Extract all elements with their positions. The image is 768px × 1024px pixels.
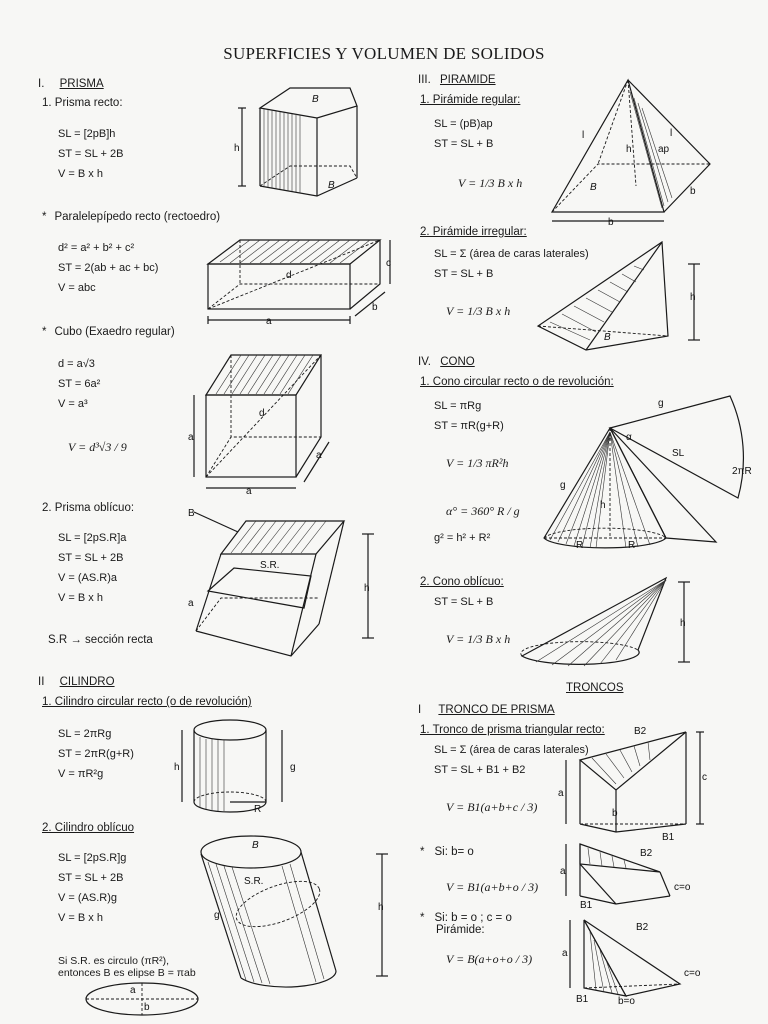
tronco-item-label: 1. Tronco de prisma triangular recto: [420, 724, 605, 736]
label-R: R [576, 540, 584, 551]
prisma-recto-label: 1. Prisma recto: [42, 97, 123, 109]
section-number: IV. [418, 356, 432, 368]
cube-top [206, 355, 321, 395]
label-b: b [144, 1002, 150, 1013]
label-b: b [612, 808, 618, 819]
label-d: d [286, 270, 292, 281]
label-g: g [560, 480, 566, 491]
prisma-oblicuo-label: 2. Prisma oblícuo: [42, 502, 135, 514]
paralelepipedo-diagram [200, 232, 400, 327]
cilindro-note [58, 955, 196, 979]
formula: ST = πR(g+R) [434, 420, 504, 432]
section-title: PIRAMIDE [439, 74, 496, 86]
section-number: III. [418, 74, 431, 86]
label-a: a [266, 316, 272, 327]
formula: d² = a² + b² + c² [58, 242, 135, 254]
label-d: d [259, 408, 265, 419]
section-number: I [418, 704, 422, 716]
label-l: l [582, 130, 585, 141]
formula: SL = [2pB]h [58, 128, 116, 140]
label-R: R [628, 540, 636, 551]
label-alpha: α [626, 432, 632, 443]
label-g: g [214, 910, 220, 921]
cono-recto-label: 1. Cono circular recto o de revolución: [420, 376, 614, 388]
cono-g-formula: g² = h² + R² [434, 532, 491, 544]
label-a: a [562, 948, 568, 959]
prisma-oblicuo-diagram [186, 506, 382, 664]
case1-label-text: Si: b= o [434, 846, 474, 858]
label-c0: c=o [674, 882, 691, 893]
formula: V = B x h [58, 168, 103, 180]
cono-oblicuo-formulas [434, 592, 493, 612]
case2-label: * Si: b = o ; c = o Pirámide: [420, 912, 512, 936]
page-title: SUPERFICIES Y VOLUMEN DE SOLIDOS [223, 44, 545, 63]
label-c: c [702, 772, 707, 783]
prism-top-face [260, 88, 357, 118]
section-title: PRISMA [59, 78, 104, 90]
label-B: B [604, 332, 611, 343]
prisma-oblicuo-formulas [58, 528, 126, 608]
formula: ST = SL + 2B [58, 148, 124, 160]
label-SL: SL [672, 448, 685, 459]
label-B1: B1 [662, 832, 675, 843]
piramide-regular-diagram [546, 78, 714, 226]
cubo-formulas [58, 354, 100, 414]
cubo-volume-formula: V = d³√3 / 9 [68, 440, 127, 454]
formula: ST = 2πR(g+R) [58, 748, 134, 760]
formula: SL = 2πRg [58, 728, 112, 740]
formula: SL = πRg [434, 400, 482, 412]
cilindro-oblicuo-label: 2. Cilindro oblícuo [42, 822, 135, 834]
formula: SL = Σ (área de caras laterales) [434, 744, 589, 756]
piramide-regular-volume: V = 1/3 B x h [458, 176, 523, 190]
label-h: h [378, 902, 384, 913]
label-SR: S.R. [260, 560, 280, 571]
piramide-irregular-label: 2. Pirámide irregular: [420, 226, 527, 238]
section-cono-heading [418, 356, 475, 368]
label-c: c [386, 258, 391, 269]
paralelepipedo-label: * Paralelepípedo recto (rectoedro) [42, 211, 221, 223]
label-2piR: 2πR [732, 466, 752, 477]
cono-recto-volume: V = 1/3 πR²h [446, 456, 509, 470]
cono-recto-diagram [540, 388, 768, 560]
cono-angle-formula: α° = 360° R / g [446, 504, 520, 518]
note-line: entonces B es elipse B = πab [58, 967, 196, 979]
label-b: b [608, 217, 614, 228]
label-h: h [600, 500, 606, 511]
label-B2: B2 [634, 726, 647, 737]
formula: ST = SL + B [434, 138, 494, 150]
formula: V = a³ [58, 398, 88, 410]
label-B: B [188, 508, 195, 519]
cilindro-recto-formulas [58, 724, 134, 784]
piramide-regular-formulas [434, 114, 493, 154]
cilindro-recto-diagram [170, 712, 330, 820]
section-number: I. [38, 78, 45, 90]
case1-label: * Si: b= o [420, 846, 474, 858]
formula: ST = SL + 2B [58, 872, 124, 884]
label-B: B [590, 182, 597, 193]
formula: V = B x h [58, 912, 103, 924]
label-a: a [560, 866, 566, 877]
label-B: B [328, 180, 335, 191]
section-title: CONO [440, 356, 475, 368]
label-B2: B2 [640, 848, 653, 859]
prisma-recto-formulas [58, 124, 123, 184]
label-g: g [290, 762, 296, 773]
section-piramide-heading [418, 74, 496, 86]
formula: ST = SL + B1 + B2 [434, 764, 526, 776]
label-c0: c=o [684, 968, 701, 979]
section-cilindro-heading [38, 676, 115, 688]
label-B2: B2 [636, 922, 649, 933]
label-a: a [316, 450, 322, 461]
formula: V = (AS.R)a [58, 572, 117, 584]
label-a: a [130, 985, 136, 996]
case1-volume: V = B1(a+b+o / 3) [446, 880, 539, 894]
cono-oblicuo-diagram [516, 576, 706, 672]
formula: ST = SL + B [434, 268, 494, 280]
label-h: h [626, 144, 632, 155]
label-ap: ap [658, 144, 670, 155]
tronco-volume: V = B1(a+b+c / 3) [446, 800, 538, 814]
cubo-diagram [186, 350, 336, 495]
section-title: CILINDRO [59, 676, 115, 688]
formula: ST = SL + 2B [58, 552, 124, 564]
formula: SL = [2pS.R]g [58, 852, 127, 864]
case1-diagram [560, 836, 710, 910]
label-h: h [690, 292, 696, 303]
piramide-irregular-volume: V = 1/3 B x h [446, 304, 511, 318]
tronco-top [580, 732, 686, 790]
tronco-prisma-heading [418, 704, 555, 716]
label-g: g [658, 398, 664, 409]
case2-diagram [560, 914, 710, 1006]
piramide-regular-label: 1. Pirámide regular: [420, 94, 521, 106]
formula: V = (AS.R)g [58, 892, 117, 904]
cono-recto-formulas [434, 396, 504, 436]
cono-oblicuo-label: 2. Cono oblícuo: [420, 576, 504, 588]
prism-recto-diagram [232, 78, 372, 203]
cubo-label-text: Cubo (Exaedro regular) [54, 326, 175, 338]
paralelepipedo-label-text: Paralelepípedo recto (rectoedro) [54, 211, 221, 223]
label-b0: b=o [618, 996, 635, 1007]
label-h: h [364, 583, 370, 594]
label-a: a [558, 788, 564, 799]
cilindro-recto-label: 1. Cilindro circular recto (o de revolución) [42, 696, 252, 708]
oblique-cone [522, 578, 666, 664]
label-b: b [372, 302, 378, 313]
formula: SL = Σ (área de caras laterales) [434, 248, 589, 260]
formula: d = a√3 [58, 358, 95, 370]
cubo-label: * Cubo (Exaedro regular) [42, 326, 175, 338]
formula: V = πR²g [58, 768, 104, 780]
pyramid-irregular-face [538, 242, 668, 350]
sr-note: S.R → sección recta [48, 634, 153, 646]
formula: SL = (pB)ap [434, 118, 493, 130]
cilindro-oblicuo-diagram [186, 826, 396, 996]
cilindro-oblicuo-formulas [58, 848, 126, 928]
label-B: B [312, 94, 319, 105]
label-h: h [234, 143, 240, 154]
section-title: TRONCO DE PRISMA [438, 704, 555, 716]
label-B1: B1 [576, 994, 589, 1005]
ellipse-diagram [82, 980, 202, 1018]
formula: ST = 6a² [58, 378, 101, 390]
label-b: b [690, 186, 696, 197]
tronco-diagram [558, 722, 718, 842]
section-title: TRONCOS [566, 682, 624, 694]
formula: SL = [2pS.R]a [58, 532, 127, 544]
label-R: R [254, 804, 262, 815]
label-h: h [174, 762, 180, 773]
label-SR: S.R. [244, 876, 264, 887]
case2-volume: V = B(a+o+o / 3) [446, 952, 533, 966]
formula: ST = 2(ab + ac + bc) [58, 262, 159, 274]
section-troncos-heading [566, 682, 624, 694]
note-line: Si S.R. es circulo (πR²), [58, 955, 170, 967]
label-B1: B1 [580, 900, 593, 911]
section-prisma-heading [38, 78, 104, 90]
piramide-irregular-diagram [534, 240, 714, 354]
cross-section [208, 568, 311, 608]
paralelepipedo-formulas [58, 238, 158, 298]
formula: V = B x h [58, 592, 103, 604]
label-a: a [188, 432, 194, 443]
formula: ST = SL + B [434, 596, 494, 608]
label-a: a [188, 598, 194, 609]
label-h: h [680, 618, 686, 629]
cono-oblicuo-volume: V = 1/3 B x h [446, 632, 511, 646]
section-number: II [38, 676, 45, 688]
case2-sub: Pirámide: [436, 924, 485, 936]
case2-label-text: Si: b = o ; c = o [434, 912, 512, 924]
label-a: a [246, 486, 252, 497]
cone-development [610, 396, 743, 498]
label-l: l [670, 128, 673, 139]
formula: V = abc [58, 282, 96, 294]
label-B: B [252, 840, 259, 851]
